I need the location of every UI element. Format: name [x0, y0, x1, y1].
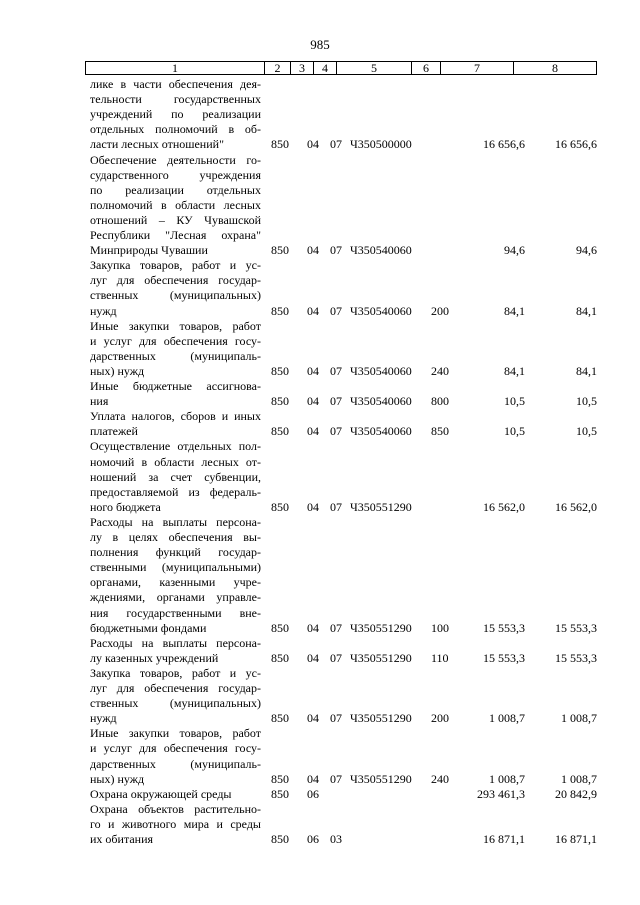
row-description-line: их обитания — [90, 832, 154, 846]
row-amount-col8: 20 842,9 — [555, 786, 597, 801]
row-description-line: лу казенных учреждений — [90, 650, 219, 665]
row-description-line: луг для обеспечения государ- — [90, 681, 261, 695]
row-amount-col7: 16 562,0 — [483, 499, 525, 514]
header-col-2: 2 — [265, 62, 291, 74]
row-description-line: по реализации отдельных — [90, 182, 261, 197]
table-line — [85, 122, 597, 137]
table-line — [85, 470, 597, 485]
row-section: 06 — [307, 832, 319, 846]
table-line — [85, 530, 597, 545]
row-grbs: 850 — [271, 394, 289, 409]
table-line — [85, 258, 597, 273]
table-line — [85, 107, 597, 122]
row-description-line: Иные закупки товаров, работ — [90, 318, 261, 333]
row-section: 06 — [307, 786, 319, 801]
row-subsection: 07 — [330, 771, 342, 786]
row-grbs: 850 — [271, 137, 289, 152]
table-line — [85, 485, 597, 500]
row-amount-col8: 1 008,7 — [561, 771, 597, 786]
row-grbs: 850 — [271, 620, 289, 635]
row-description-line: отношений – КУ Чувашской — [90, 212, 261, 227]
table-line — [85, 168, 597, 183]
table-line — [85, 636, 597, 651]
row-amount-col8: 16 656,6 — [555, 137, 597, 152]
row-amount-col8: 16 871,1 — [555, 832, 597, 846]
row-target-article: Ч350551290 — [350, 650, 412, 665]
table-line — [85, 198, 597, 213]
row-description-line: Минприроды Чувашии — [90, 243, 208, 258]
table-line — [85, 424, 597, 439]
row-amount-col7: 16 871,1 — [483, 832, 525, 846]
row-target-article: Ч350551290 — [350, 771, 412, 786]
table-line — [85, 213, 597, 228]
row-expense-type: 240 — [431, 363, 449, 378]
row-target-article: Ч350540060 — [350, 363, 412, 378]
row-amount-col7: 10,5 — [504, 424, 525, 439]
row-amount-col8: 84,1 — [576, 363, 597, 378]
table-line — [85, 137, 597, 152]
row-expense-type: 240 — [431, 771, 449, 786]
row-subsection: 03 — [330, 832, 342, 846]
row-amount-col8: 10,5 — [576, 424, 597, 439]
table-line — [85, 741, 597, 756]
row-target-article: Ч350540060 — [350, 424, 412, 439]
row-target-article: Ч350500000 — [350, 137, 412, 152]
row-amount-col8: 10,5 — [576, 394, 597, 409]
row-target-article: Ч350551290 — [350, 620, 412, 635]
row-description-line: номочий в области лесных от- — [90, 454, 261, 469]
row-amount-col7: 293 461,3 — [477, 786, 525, 801]
row-description-line: нужд — [90, 711, 117, 726]
table-line — [85, 666, 597, 681]
row-description-line: Иные закупки товаров, работ — [90, 726, 261, 741]
row-expense-type: 100 — [431, 620, 449, 635]
row-amount-col7: 16 656,6 — [483, 137, 525, 152]
table-line — [85, 379, 597, 394]
table-line — [85, 455, 597, 470]
row-description-line: Расходы на выплаты персона- — [90, 635, 261, 650]
row-section: 04 — [307, 243, 319, 258]
table-line — [85, 711, 597, 726]
row-description-line: и услуг для обеспечения госу- — [90, 333, 261, 348]
row-section: 04 — [307, 394, 319, 409]
table-line — [85, 500, 597, 515]
row-description-line: Республики "Лесная охрана" — [90, 228, 261, 242]
row-description-line: отдельных полномочий в об- — [90, 122, 261, 137]
row-section: 04 — [307, 771, 319, 786]
table-line — [85, 560, 597, 575]
row-amount-col7: 84,1 — [504, 363, 525, 378]
table-line — [85, 515, 597, 530]
table-line — [85, 757, 597, 772]
row-amount-col7: 1 008,7 — [489, 771, 525, 786]
table-line — [85, 394, 597, 409]
row-amount-col8: 84,1 — [576, 303, 597, 318]
table-line — [85, 334, 597, 349]
row-grbs: 850 — [271, 786, 289, 801]
row-description-line: ных) нужд — [90, 363, 145, 378]
row-subsection: 07 — [330, 363, 342, 378]
row-description-line: Расходы на выплаты персона- — [90, 514, 261, 529]
row-description-line: ния государственными вне- — [90, 605, 261, 620]
table-line — [85, 696, 597, 711]
row-subsection: 07 — [330, 243, 342, 258]
row-expense-type: 800 — [431, 394, 449, 409]
row-subsection: 07 — [330, 650, 342, 665]
header-col-7: 7 — [441, 62, 514, 74]
row-description-line: ственных (муниципальных) — [90, 288, 261, 303]
table-line — [85, 243, 597, 258]
row-section: 04 — [307, 303, 319, 318]
row-description-line: Уплата налогов, сборов и иных — [90, 409, 261, 424]
row-grbs: 850 — [271, 303, 289, 318]
row-grbs: 850 — [271, 363, 289, 378]
table-line — [85, 681, 597, 696]
row-section: 04 — [307, 620, 319, 635]
page-number: 985 — [310, 37, 330, 52]
row-description-line: луг для обеспечения государ- — [90, 273, 261, 288]
row-amount-col7: 10,5 — [504, 394, 525, 409]
row-section: 04 — [307, 650, 319, 665]
row-subsection: 07 — [330, 620, 342, 635]
table-line — [85, 77, 597, 92]
row-amount-col7: 15 553,3 — [483, 620, 525, 635]
row-description-line: Осуществление отдельных пол- — [90, 439, 261, 454]
row-description-line: тельности государственных — [90, 92, 261, 107]
row-target-article: Ч350551290 — [350, 711, 412, 726]
row-target-article: Ч350540060 — [350, 394, 412, 409]
row-description-line: бюджетными фондами — [90, 620, 207, 635]
row-description-line: Охрана окружающей среды — [90, 786, 232, 801]
table-line — [85, 364, 597, 379]
row-subsection: 07 — [330, 137, 342, 152]
row-grbs: 850 — [271, 243, 289, 258]
table-line — [85, 183, 597, 198]
row-amount-col8: 1 008,7 — [561, 711, 597, 726]
header-col-4: 4 — [314, 62, 337, 74]
row-section: 04 — [307, 363, 319, 378]
table-line — [85, 288, 597, 303]
table-line — [85, 772, 597, 787]
table-line — [85, 802, 597, 817]
row-description-line: платежей — [90, 424, 138, 439]
row-expense-type: 200 — [431, 303, 449, 318]
table-line — [85, 545, 597, 560]
row-subsection: 07 — [330, 711, 342, 726]
row-description-line: ния — [90, 394, 109, 409]
row-description-line: учреждений по реализации — [90, 107, 261, 122]
row-description-line: ласти лесных отношений" — [90, 137, 224, 152]
row-section: 04 — [307, 711, 319, 726]
row-amount-col7: 15 553,3 — [483, 650, 525, 665]
row-subsection: 07 — [330, 499, 342, 514]
row-amount-col8: 15 553,3 — [555, 620, 597, 635]
row-grbs: 850 — [271, 771, 289, 786]
table-line — [85, 621, 597, 636]
row-target-article: Ч350540060 — [350, 303, 412, 318]
table-line — [85, 273, 597, 288]
table-line — [85, 439, 597, 454]
row-amount-col8: 15 553,3 — [555, 650, 597, 665]
row-description-line: нужд — [90, 303, 117, 318]
row-grbs: 850 — [271, 424, 289, 439]
row-description-line: Закупка товаров, работ и ус- — [90, 665, 261, 680]
row-expense-type: 110 — [431, 650, 449, 665]
row-description-line: ственных (муниципальных) — [90, 696, 261, 711]
row-description-line: предоставляемой из федераль- — [90, 484, 261, 499]
row-subsection: 07 — [330, 424, 342, 439]
table-line — [85, 92, 597, 107]
row-description-line: ношений за счет субвенции, — [90, 469, 261, 484]
table-line — [85, 651, 597, 666]
table-line — [85, 606, 597, 621]
header-col-3: 3 — [291, 62, 314, 74]
header-col-5: 5 — [337, 62, 412, 74]
table-line — [85, 409, 597, 424]
row-amount-col8: 94,6 — [576, 243, 597, 258]
table-line — [85, 726, 597, 741]
row-description-line: ждениями, органами управле- — [90, 590, 261, 605]
header-col-6: 6 — [412, 62, 441, 74]
row-description-line: лике в части обеспечения дея- — [90, 77, 261, 91]
table-line — [85, 153, 597, 168]
row-grbs: 850 — [271, 711, 289, 726]
row-grbs: 850 — [271, 832, 289, 846]
row-description-line: го и животного мира и среды — [90, 816, 261, 831]
row-description-line: ных) нужд — [90, 771, 145, 786]
row-description-line: ственными (муниципальными) — [90, 560, 261, 575]
table-line — [85, 319, 597, 334]
row-target-article: Ч350551290 — [350, 499, 412, 514]
row-description-line: Иные бюджетные ассигнова- — [90, 379, 261, 393]
row-subsection: 07 — [330, 303, 342, 318]
row-expense-type: 200 — [431, 711, 449, 726]
table-line — [85, 817, 597, 832]
row-expense-type: 850 — [431, 424, 449, 439]
table-header — [85, 61, 597, 75]
header-col-1: 1 — [86, 62, 265, 74]
row-description-line: лу в целях обеспечения вы- — [90, 530, 261, 544]
table-line — [85, 787, 597, 802]
row-description-line: полномочий в области лесных — [90, 197, 261, 212]
row-description-line: и услуг для обеспечения госу- — [90, 741, 261, 756]
row-description-line: Охрана объектов растительно- — [90, 801, 261, 816]
table-line — [85, 304, 597, 319]
row-description-line: органами, казенными учре- — [90, 575, 261, 590]
table-line — [85, 590, 597, 605]
row-amount-col7: 84,1 — [504, 303, 525, 318]
table-line — [85, 228, 597, 243]
row-section: 04 — [307, 137, 319, 152]
row-description-line: Закупка товаров, работ и ус- — [90, 258, 261, 273]
row-section: 04 — [307, 424, 319, 439]
row-grbs: 850 — [271, 650, 289, 665]
row-description-line: сударственного учреждения — [90, 167, 261, 182]
row-subsection: 07 — [330, 394, 342, 409]
row-description-line: дарственных (муниципаль- — [90, 756, 261, 771]
table-line — [85, 575, 597, 590]
row-description-line: полнения функций государ- — [90, 545, 261, 560]
row-amount-col7: 94,6 — [504, 243, 525, 258]
row-description-line: Обеспечение деятельности го- — [90, 152, 261, 167]
row-description-line: дарственных (муниципаль- — [90, 348, 261, 363]
row-target-article: Ч350540060 — [350, 243, 412, 258]
table-line — [85, 349, 597, 364]
row-grbs: 850 — [271, 499, 289, 514]
row-description-line: ного бюджета — [90, 499, 161, 514]
row-amount-col8: 16 562,0 — [555, 499, 597, 514]
row-amount-col7: 1 008,7 — [489, 711, 525, 726]
header-col-8: 8 — [552, 61, 558, 75]
table-line — [85, 832, 597, 847]
row-section: 04 — [307, 499, 319, 514]
